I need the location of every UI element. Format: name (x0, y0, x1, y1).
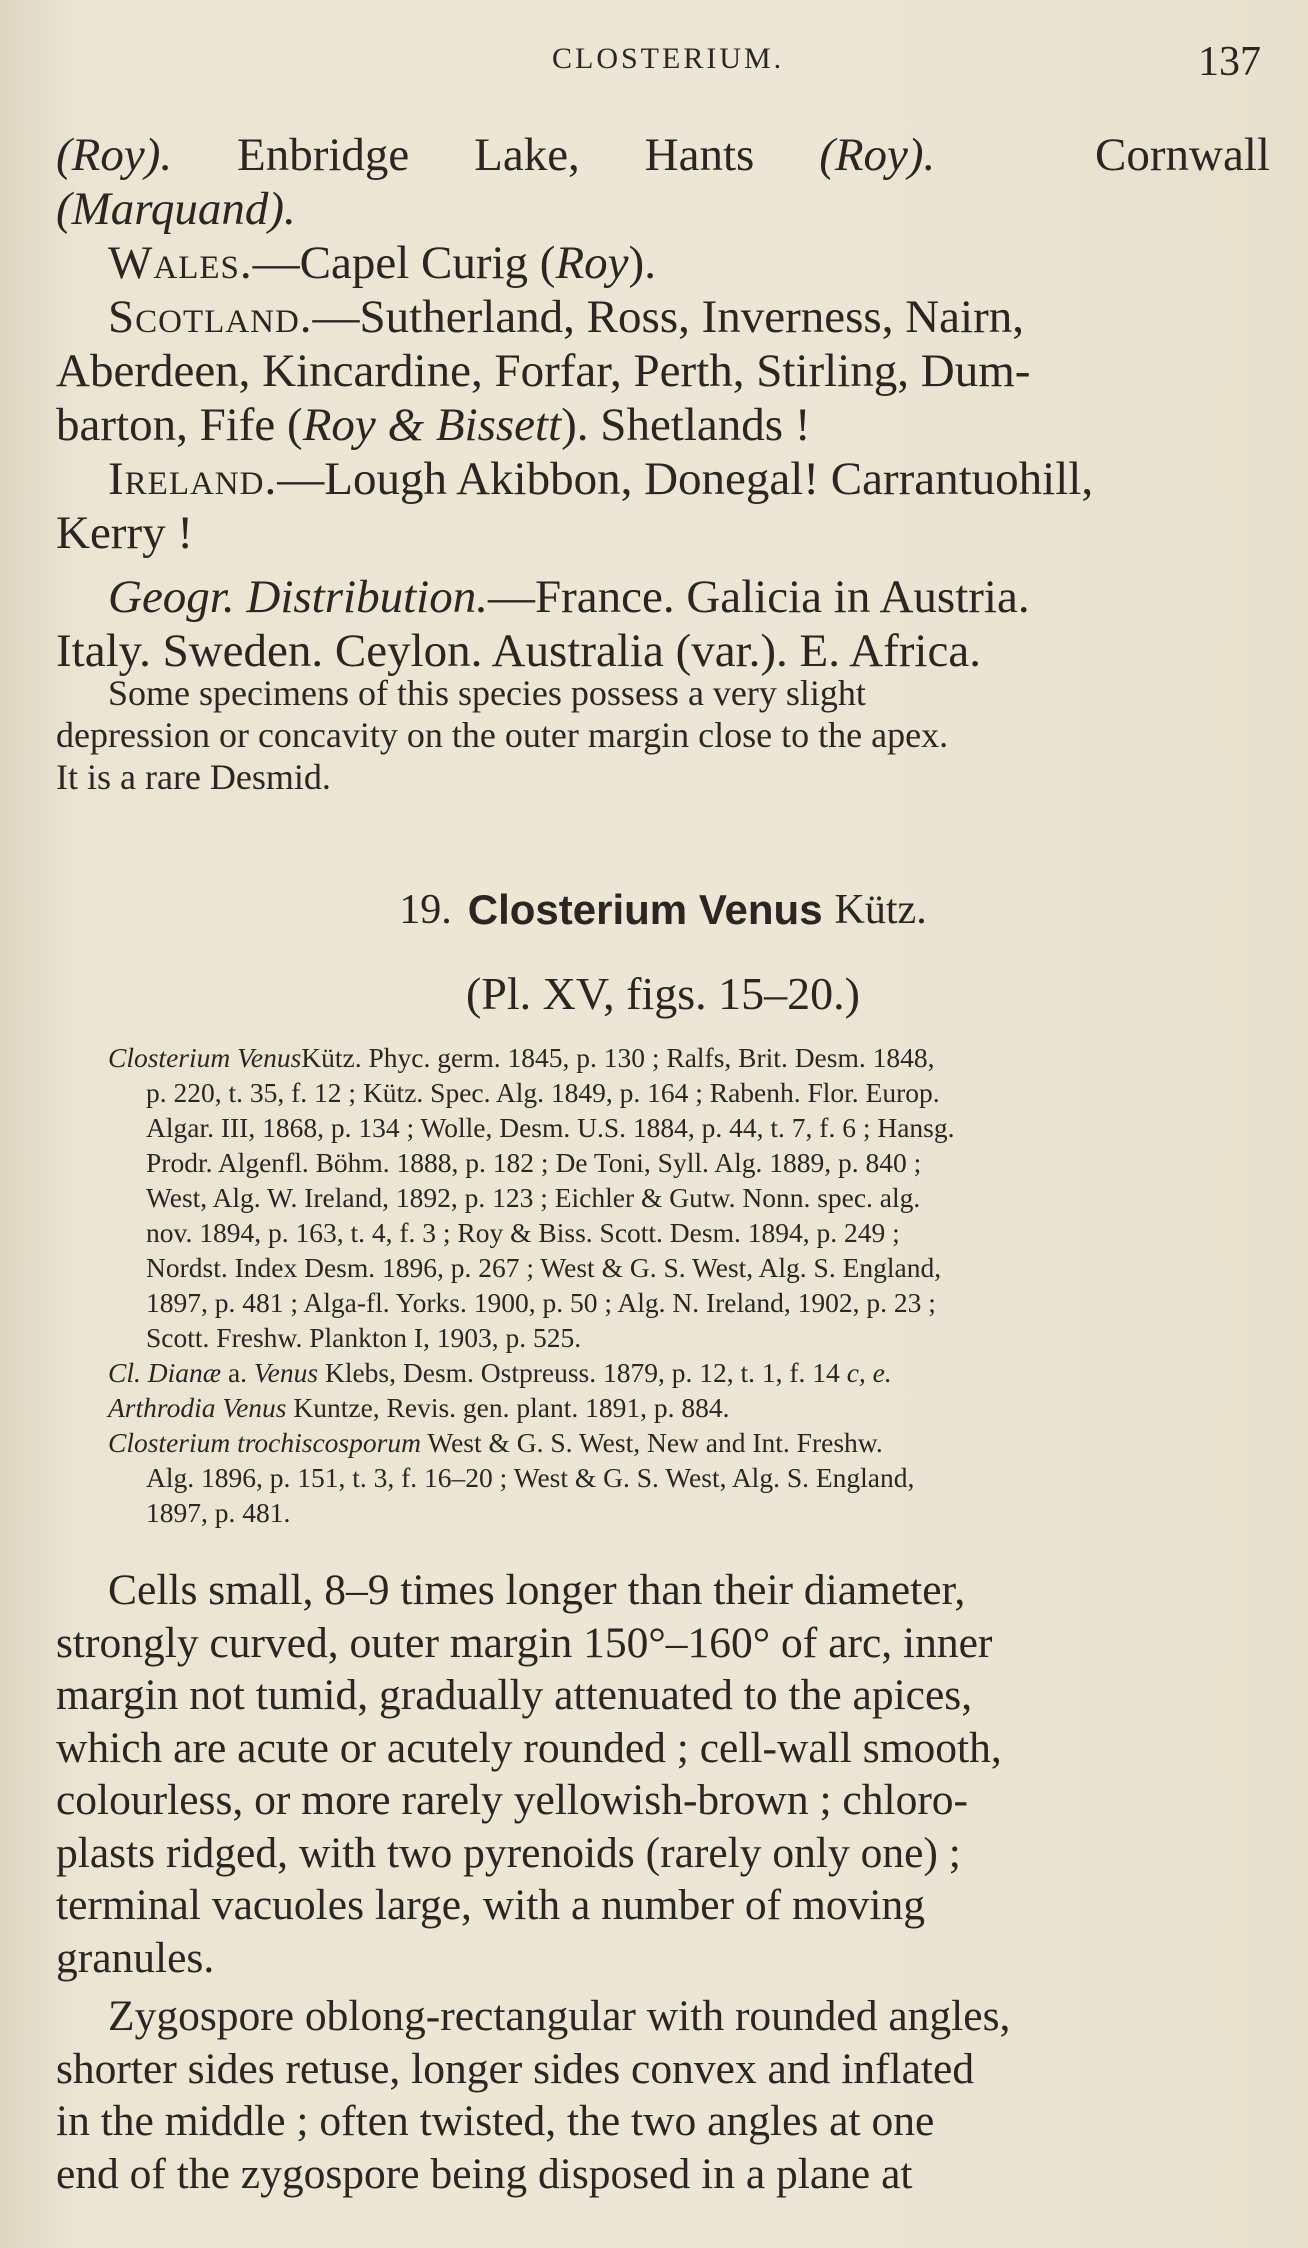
text-fragment: ). (628, 237, 656, 289)
text-fragment: —France. Galicia in Austria. (487, 571, 1030, 623)
text-fragment: Roy (555, 237, 629, 289)
species-number: 19. (399, 887, 452, 933)
distribution-line-1 (56, 128, 1270, 182)
zygospore-line-2: shorter sides retuse, longer sides convex and inflated (56, 2044, 975, 2093)
zygospore-line-4: end of the zygospore being disposed in a plane at (56, 2149, 913, 2198)
text-fragment: Roy & Bissett (302, 399, 562, 451)
text-fragment: Cornwall (1095, 129, 1270, 181)
region-label-wales: Wales. (108, 237, 253, 289)
citation-line: West, Alg. W. Ireland, 1892, p. 123 ; Eichler & Gutw. Nonn. spec. alg. (146, 1182, 921, 1213)
page-header (0, 36, 1308, 96)
text-fragment: —Capel Curig ( (252, 237, 556, 289)
species-heading (56, 884, 1270, 936)
running-head: CLOSTERIUM. (552, 42, 785, 75)
synonym-entry-3 (108, 1390, 1260, 1425)
note-section (56, 672, 1270, 798)
citation-line: 1897, p. 481. (146, 1497, 291, 1528)
distribution-line-2: (Marquand). (56, 183, 296, 235)
text-fragment: (Roy). (56, 129, 173, 181)
ireland-line-2: Kerry ! (56, 507, 194, 559)
page-number: 137 (1198, 39, 1261, 85)
synonym-entry-4 (108, 1425, 1260, 1460)
note-line-1: Some specimens of this species possess a very slight (108, 673, 866, 713)
description-section (56, 1564, 1270, 1984)
geogr-line-1 (56, 570, 1270, 624)
plate-reference-block (56, 966, 1270, 1022)
description-line-6: plasts ridged, with two pyrenoids (rarely only one) ; (56, 1828, 961, 1877)
text-fragment: Lake, (474, 129, 580, 181)
citation-text: West & G. S. West, New and Int. Freshw. (420, 1427, 883, 1458)
citation-line: p. 220, t. 35, f. 12 ; Kütz. Spec. Alg. 1849, p. 164 ; Rabenh. Flor. Europ. (146, 1077, 940, 1108)
citation-text: a. (221, 1357, 254, 1388)
plate-reference: (Pl. XV, figs. 15–20.) (465, 968, 860, 1019)
text-fragment: Hants (644, 129, 755, 181)
citation-line: Scott. Freshw. Plankton I, 1903, p. 525. (146, 1322, 582, 1353)
region-label-ireland: Ireland. (108, 453, 278, 505)
description-line-5: colourless, or more rarely yellowish-brown ; chloro- (56, 1776, 969, 1824)
zygospore-line-3: in the middle ; often twisted, the two angles at one (56, 2097, 935, 2145)
species-name: Closterium Venus (467, 886, 823, 933)
citation-line: nov. 1894, p. 163, t. 4, f. 3 ; Roy & Biss. Scott. Desm. 1894, p. 249 ; (146, 1217, 900, 1248)
text-fragment (313, 290, 1270, 344)
synonym-entry-1 (108, 1040, 1260, 1075)
text-fragment: barton, Fife ( (56, 399, 303, 451)
text-fragment: (Roy). (819, 129, 936, 181)
text-fragment: —Sutherland, Ross, Inverness, Nairn, (312, 291, 1024, 343)
geogr-label: Geogr. Distribution. (108, 571, 488, 623)
synonym-entry-2 (108, 1355, 1260, 1390)
citation-line: Prodr. Algenfl. Böhm. 1888, p. 182 ; De Toni, Syll. Alg. 1889, p. 840 ; (146, 1147, 922, 1178)
citation-text: Klebs, Desm. Ostpreuss. 1879, p. 12, t. 1, f. 14 (318, 1357, 847, 1388)
text-fragment: —Lough Akibbon, Donegal! Carrantuohill, (277, 453, 1094, 505)
citation-text: Kütz. Phyc. germ. 1845, p. 130 ; Ralfs, Brit. Desm. 1848, (301, 1042, 935, 1073)
citation-line: Algar. III, 1868, p. 134 ; Wolle, Desm. U.S. 1884, p. 44, t. 7, f. 6 ; Hansg. (146, 1112, 955, 1143)
synonym-name: Venus (253, 1357, 319, 1388)
species-title-line (56, 884, 1270, 936)
citation-text: c, e. (846, 1357, 892, 1388)
scotland-line-3 (56, 398, 1270, 452)
zygospore-section (56, 1990, 1270, 2200)
description-line-3: margin not tumid, gradually attenuated to the apices, (56, 1671, 973, 1719)
text-fragment: ). Shetlands ! (561, 399, 811, 451)
region-label-scotland: Scotland. (108, 291, 313, 343)
citation-text: Kuntze, Revis. gen. plant. 1891, p. 884. (286, 1392, 730, 1423)
note-line-3: It is a rare Desmid. (56, 757, 331, 797)
citation-line: Nordst. Index Desm. 1896, p. 267 ; West & G. S. West, Alg. S. England, (146, 1252, 942, 1283)
scotland-line-2: Aberdeen, Kincardine, Forfar, Perth, Stirling, Dum- (56, 345, 1031, 397)
description-line-2: strongly curved, outer margin 150°–160° of arc, inner (56, 1618, 993, 1667)
text-fragment: Enbridge (236, 129, 410, 181)
synonym-name: Closterium Venus (108, 1042, 302, 1073)
scotland-line-1 (56, 290, 1270, 344)
synonym-name: Cl. Dianæ (108, 1357, 222, 1388)
description-line-1: Cells small, 8–9 times longer than their diameter, (108, 1566, 966, 1614)
description-line-7: terminal vacuoles large, with a number of moving (56, 1881, 925, 1929)
distribution-section (56, 128, 1270, 678)
wales-line (56, 236, 1270, 290)
synonym-name: Closterium trochiscosporum (108, 1427, 421, 1458)
species-author: Kütz. (834, 887, 927, 933)
description-line-4: which are acute or acutely rounded ; cell-wall smooth, (56, 1723, 1002, 1772)
synonymy-section (108, 1040, 1260, 1530)
zygospore-line-1: Zygospore oblong-rectangular with rounded angles, (108, 1992, 1011, 2040)
ireland-line-1 (56, 452, 1270, 506)
citation-line: 1897, p. 481 ; Alga-fl. Yorks. 1900, p. 50 ; Alg. N. Ireland, 1902, p. 23 ; (146, 1287, 936, 1318)
synonym-name: Arthrodia Venus (108, 1392, 287, 1423)
citation-line: Alg. 1896, p. 151, t. 3, f. 16–20 ; West & G. S. West, Alg. S. England, (146, 1462, 915, 1493)
description-line-8: granules. (56, 1933, 215, 1982)
note-line-2: depression or concavity on the outer margin close to the apex. (56, 715, 949, 755)
geogr-line-2: Italy. Sweden. Ceylon. Australia (var.). E. Africa. (56, 625, 981, 677)
